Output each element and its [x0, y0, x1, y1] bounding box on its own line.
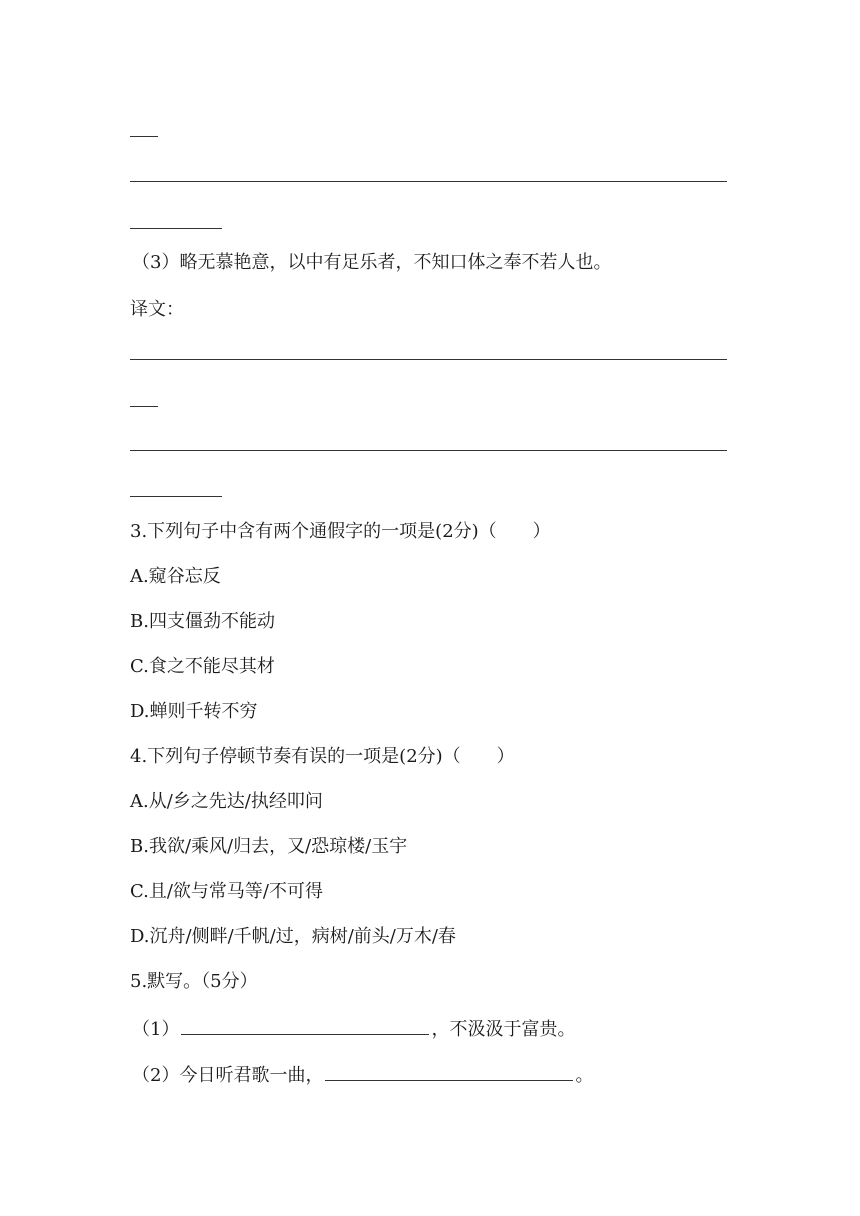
q5-item-1 — [130, 1016, 575, 1042]
q5-item-1-suffix: ，不汲汲于富贵。 — [431, 1019, 576, 1040]
answer-line-end — [130, 228, 222, 229]
q3-stem: 3.下列句子中含有两个通假字的一项是(2分)（ ） — [130, 521, 551, 542]
translation-label: 译文： — [130, 299, 184, 320]
q5-item-2-suffix: 。 — [575, 1065, 594, 1086]
q5-item-1-prefix: （1） — [132, 1019, 180, 1040]
q3-option-a: A.窥谷忘反 — [130, 566, 221, 587]
q4-stem: 4.下列句子停顿节奏有误的一项是(2分)（ ） — [130, 746, 515, 767]
q3-option-b: B.四支僵劲不能动 — [130, 611, 275, 632]
q3-option-d: D.蝉则千转不穷 — [130, 701, 258, 722]
answer-line-end — [130, 496, 222, 497]
q4-option-b: B.我欲/乘风/归去，又/恐琼楼/玉宇 — [130, 836, 408, 857]
q4-option-d: D.沉舟/侧畔/千帆/过，病树/前头/万木/春 — [130, 926, 456, 947]
fill-blank[interactable] — [325, 1062, 573, 1081]
answer-line-end — [130, 136, 158, 137]
answer-line — [130, 359, 727, 360]
q5-item-2-prefix: （2）今日听君歌一曲， — [132, 1065, 324, 1086]
fill-blank[interactable] — [181, 1016, 429, 1035]
answer-line — [130, 181, 727, 182]
q4-option-c: C.且/欲与常马等/不可得 — [130, 881, 323, 902]
answer-line — [130, 450, 727, 451]
q5-stem: 5.默写。（5分） — [130, 971, 258, 992]
q4-option-a: A.从/乡之先达/执经叩问 — [130, 791, 323, 812]
q5-item-2 — [130, 1062, 593, 1088]
q2-item-3: （3）略无慕艳意，以中有足乐者，不知口体之奉不若人也。 — [132, 252, 612, 273]
answer-line-end — [130, 406, 158, 407]
q3-option-c: C.食之不能尽其材 — [130, 656, 275, 677]
